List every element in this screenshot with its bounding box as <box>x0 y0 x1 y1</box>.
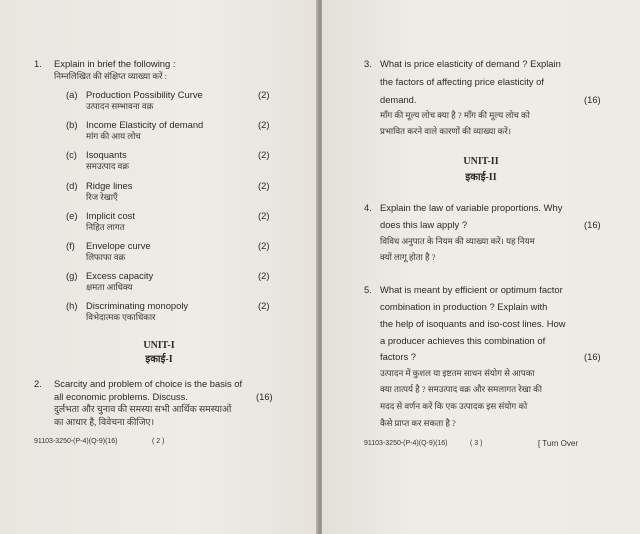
q1-hindi: निम्नलिखित की संक्षिप्त व्याख्या करें : <box>54 71 168 81</box>
left-page <box>0 0 318 534</box>
q1-item-marks: (2) <box>258 119 270 131</box>
q1-item-label: (g) <box>66 270 78 282</box>
q1-item-label: (e) <box>66 209 78 221</box>
q1-item-text: Income Elasticity of demand <box>86 119 204 131</box>
q5-line-3: the help of isoquants and iso-cost lines. How <box>380 318 566 329</box>
q1-item-label: (b) <box>66 119 78 131</box>
q4-hindi-1: विविध अनुपात के नियम की व्याख्या करें। यह नियम <box>380 236 535 246</box>
q3-line-1: What is price elasticity of demand ? Explain <box>380 58 561 69</box>
q1-item-label: (h) <box>66 300 78 312</box>
q2-hindi-2: का आधार है, विवेचना कीजिए। <box>54 417 155 427</box>
q1-item-hindi: निहित लागत <box>86 221 125 232</box>
unit-1-heading: UNIT-I <box>143 340 175 351</box>
q1-number: 1. <box>34 58 42 69</box>
q1-item-hindi: मांग की आय लोच <box>86 131 141 142</box>
q2-marks: (16) <box>256 391 273 402</box>
q1-item-label: (f) <box>66 240 75 251</box>
left-footer-code: 91103-3250-(P-4)(Q-9)(16) <box>34 438 118 445</box>
q4-marks: (16) <box>584 219 601 230</box>
q5-hindi-4: कैसे प्राप्त कर सकता है ? <box>380 418 456 428</box>
q4-number: 4. <box>364 202 372 213</box>
left-page-number: ( 2 ) <box>152 438 165 445</box>
q1-item-text: Ridge lines <box>86 179 133 191</box>
q5-hindi-2: क्या तात्पर्य है ? समउत्पाद वक्र और समलागत रेखा की <box>380 384 542 394</box>
right-footer-code: 91103-3250-(P-4)(Q-9)(16) <box>364 440 448 447</box>
q1-item-text: Envelope curve <box>86 240 151 251</box>
q4-line-1: Explain the law of variable proportions. Why <box>380 202 563 213</box>
q5-hindi-1: उत्पादन में कुशल या इष्टतम साधन संयोग से आपका <box>380 368 535 378</box>
q1-item-marks: (2) <box>258 179 270 191</box>
q5-number: 5. <box>364 284 372 295</box>
q1-item-label: (c) <box>66 149 77 161</box>
q3-number: 3. <box>364 58 372 69</box>
q5-hindi-3: मदद से वर्णन करें कि एक उत्पादक इस संयोग को <box>380 401 528 411</box>
q1-item-hindi: रिज रेखाएँ <box>86 191 118 202</box>
q1-item-text: Isoquants <box>86 149 127 161</box>
q1-text: Explain in brief the following : <box>54 58 176 69</box>
q1-item-hindi: विभेदात्मक एकाधिकार <box>86 312 156 323</box>
unit-1-heading-hindi: इकाई-I <box>145 354 173 365</box>
q4-hindi-2: क्यों लागू होता है ? <box>380 252 436 262</box>
q1-item-hindi: समउत्पाद वक्र <box>86 161 129 172</box>
q1-item-marks: (2) <box>258 149 270 161</box>
q1-item-text: Implicit cost <box>86 209 135 221</box>
q1-item-hindi: उत्पादन सम्भावना वक्र <box>86 101 154 111</box>
q2-line-1: Scarcity and problem of choice is the basis of <box>54 378 243 389</box>
q3-line-2: the factors of affecting price elasticity of <box>380 76 544 87</box>
turn-over: [ Turn Over <box>538 439 579 448</box>
q1-item-text: Production Possibility Curve <box>86 89 203 100</box>
right-page <box>322 0 640 534</box>
q2-line-2: all economic problems. Discuss. <box>54 391 188 402</box>
q1-item-label: (d) <box>66 179 78 191</box>
q3-hindi-2: प्रभावित करने वाले कारणों की व्याख्या करें। <box>380 126 512 136</box>
q5-line-5: factors ? <box>380 351 416 362</box>
unit-2-heading-hindi: इकाई-II <box>465 172 497 183</box>
q1-item-marks: (2) <box>258 270 270 282</box>
q2-number: 2. <box>34 378 42 389</box>
q1-item-marks: (2) <box>258 89 270 100</box>
right-page-number: ( 3 ) <box>470 440 483 447</box>
q1-item-marks: (2) <box>258 300 270 312</box>
q5-line-1: What is meant by efficient or optimum factor <box>380 284 563 295</box>
q3-marks: (16) <box>584 94 601 105</box>
q5-line-4: a producer achieves this combination of <box>380 335 546 346</box>
q5-line-2: combination in production ? Explain with <box>380 301 548 312</box>
q1-item-marks: (2) <box>258 240 270 251</box>
q1-item-text: Excess capacity <box>86 270 154 282</box>
unit-2-heading: UNIT-II <box>463 156 499 167</box>
q3-hindi-1: माँग की मूल्य लोच क्या है ? माँग की मूल्य लोच को <box>380 110 530 120</box>
q5-marks: (16) <box>584 351 601 362</box>
q1-item-marks: (2) <box>258 209 270 221</box>
q1-item-hindi: लिफाफा वक्र <box>86 252 126 262</box>
q3-line-3: demand. <box>380 94 417 105</box>
q1-item-label: (a) <box>66 89 78 100</box>
q1-item-hindi: क्षमता आधिक्य <box>86 282 133 293</box>
q1-item-text: Discriminating monopoly <box>86 300 189 312</box>
q4-line-2: does this law apply ? <box>380 219 468 230</box>
q2-hindi-1: दुर्लभता और चुनाव की समस्या सभी आर्थिक समस्याओं <box>54 404 232 414</box>
